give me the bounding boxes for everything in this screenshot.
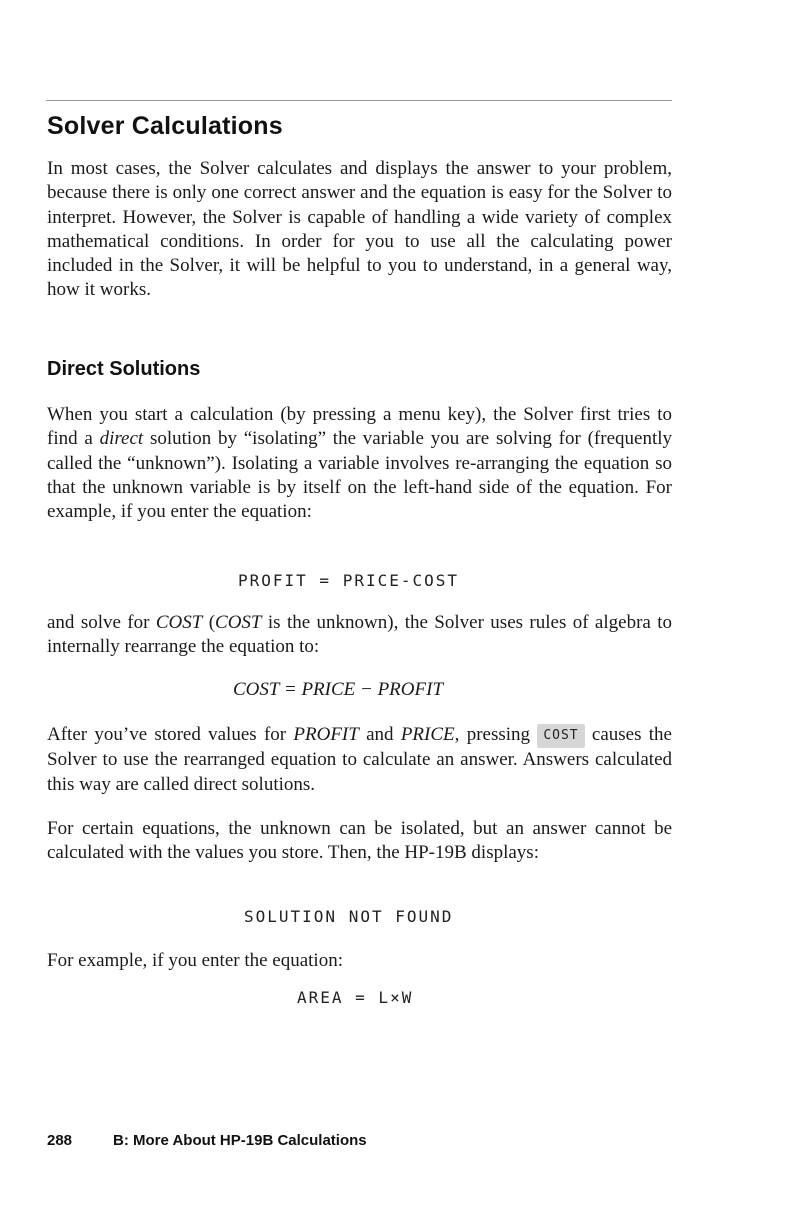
text-run: When you start a calculation (by pressing a menu key), the Solver first tries to find a [47,404,672,450]
intro-paragraph: In most cases, the Solver calculates and displays the answer to your problem, because there is only one correct answer and the equation is easy for the Solver to interpret. However, the Solver is capable of handling a wide variety of complex mathematical conditions. In order for you to use all the calculating power included in the Solver, it will be helpful to you to understand, in a general way, how it works. [47,158,672,301]
equation-area: AREA = L×W [297,988,414,1007]
solve-for-cost-paragraph [47,611,672,660]
header-rule [46,100,672,101]
text-run-italic: PRICE [400,724,455,745]
page-heading: Solver Calculations [47,112,283,140]
text-run: solution by “isolating” the variable you are solving for (frequently called the “unknown”). Isolating a variable involves re-arranging the equation so that the unknown variable is by itself on the left-hand side of the equation. For example, if you enter the equation: [47,428,672,523]
text-run: and [358,724,401,745]
text-run: is the unknown), the Solver uses rules of algebra to internally rearrange the equation to: [47,612,672,658]
text-run: ( [202,612,216,633]
rearranged-formula: COST = PRICE − PROFIT [233,679,444,700]
text-run: , pressing [454,724,538,745]
section-heading: Direct Solutions [47,358,201,380]
text-run: After you’ve stored values for [47,724,294,745]
example-paragraph: For example, if you enter the equation: [47,950,343,971]
solution-not-found-message: SOLUTION NOT FOUND [244,907,454,926]
direct-solution-paragraph [47,723,672,797]
text-run-italic: direct [99,428,144,450]
text-run: and solve for [47,612,156,633]
text-run-italic: COST [155,612,203,633]
text-run-italic: PROFIT [293,724,359,745]
text-run-italic: COST [215,612,262,633]
equation-profit: PROFIT = PRICE-COST [238,571,460,590]
direct-solutions-paragraph [47,403,672,524]
text-run: causes the Solver to use the rearranged equation to calculate an answer. Answers calculated this way are called direct solutions. [47,724,672,795]
solution-not-found-paragraph: For certain equations, the unknown can be isolated, but an answer cannot be calculated with the values you store. Then, the HP-19B displays: [47,818,672,864]
page-number: 288 [47,1132,73,1149]
page-footer [47,1132,367,1149]
cost-menu-key: COST [537,724,584,748]
running-title: B: More About HP-19B Calculations [113,1132,367,1149]
